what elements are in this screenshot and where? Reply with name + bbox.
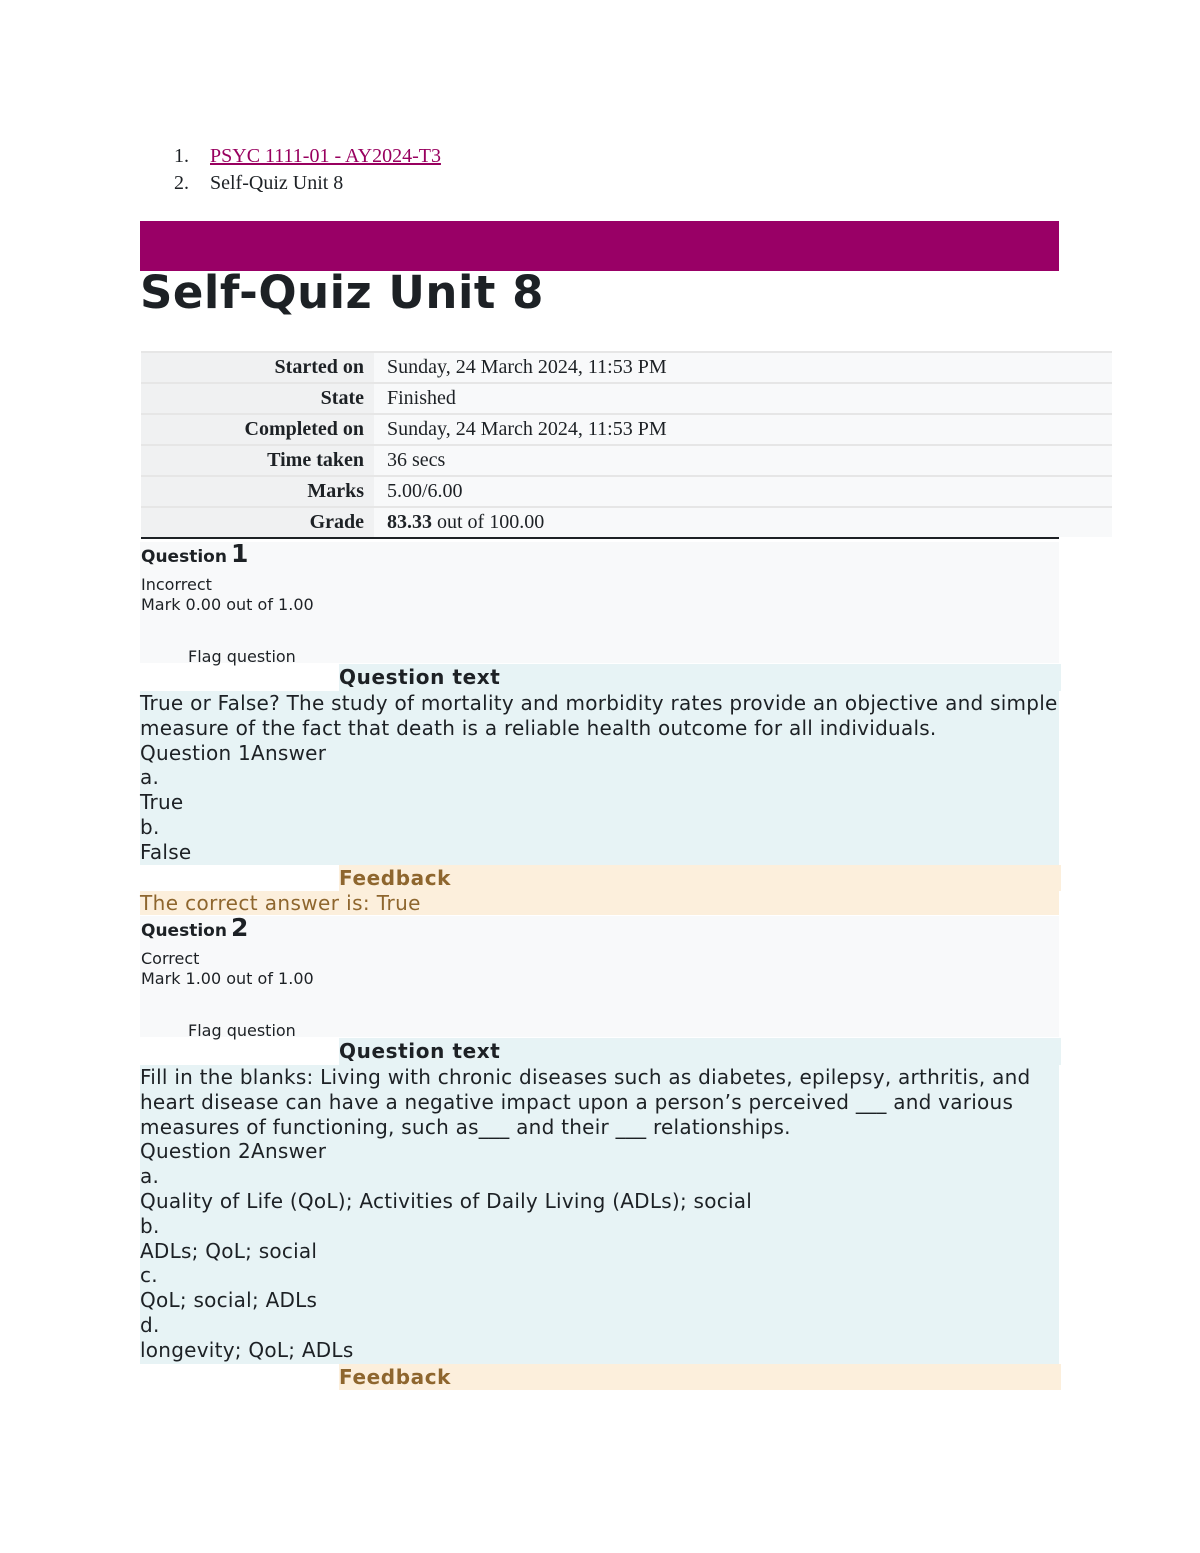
breadcrumb-number: 2.	[174, 172, 189, 194]
summary-row-state	[141, 384, 1112, 415]
question-number	[141, 913, 249, 942]
answer-option[interactable]: False	[140, 839, 192, 864]
summary-value: 36 secs	[387, 449, 446, 471]
question-number-value: 2	[230, 913, 249, 942]
summary-divider	[141, 537, 1059, 539]
question-text: True or False? The study of mortality and morbidity rates provide an objective and simple measure of the fact that death is a reliable health outcome for all individuals.	[140, 691, 1058, 740]
summary-label: Marks	[141, 477, 374, 506]
summary-row-grade	[141, 508, 1112, 537]
summary-row-completed	[141, 415, 1112, 446]
summary-label: Completed on	[141, 415, 374, 444]
breadcrumb-item	[174, 143, 441, 170]
answer-option[interactable]: True	[140, 790, 184, 815]
attempt-summary-table	[141, 351, 1112, 537]
header-banner	[140, 221, 1059, 271]
flag-question-link[interactable]: Flag question	[188, 1021, 296, 1040]
question-text: Fill in the blanks: Living with chronic diseases such as diabetes, epilepsy, arthritis, and heart disease can have a negative impact upon a person’s perceived ___ and various measures of functioning, such as___ and their ___ relationships.	[140, 1065, 1031, 1139]
option-letter: a.	[140, 1164, 160, 1189]
feedback-heading: Feedback	[339, 865, 1061, 891]
question-text-heading: Question text	[339, 664, 1061, 691]
option-letter: d.	[140, 1312, 160, 1337]
answer-heading: Question 1Answer	[140, 740, 327, 765]
breadcrumb-item	[174, 170, 441, 197]
summary-value: Sunday, 24 March 2024, 11:53 PM	[387, 418, 667, 440]
feedback-heading: Feedback	[339, 1364, 1061, 1390]
answer-option[interactable]: ADLs; QoL; social	[140, 1238, 318, 1263]
question-info	[140, 539, 1059, 666]
summary-row-marks	[141, 477, 1112, 508]
breadcrumb-current: Self-Quiz Unit 8	[210, 172, 344, 194]
question-label: Question	[141, 547, 227, 567]
option-letter: c.	[140, 1263, 158, 1288]
question-info	[140, 913, 1059, 1040]
question-content	[140, 1065, 1059, 1364]
grade-value: 83.33	[387, 511, 432, 533]
summary-label: Started on	[141, 353, 374, 382]
question-label: Question	[141, 921, 227, 941]
option-letter: b.	[140, 1213, 160, 1238]
feedback-text: The correct answer is: True	[140, 891, 1059, 915]
flag-question-link[interactable]: Flag question	[188, 647, 296, 666]
summary-row-time-taken	[141, 446, 1112, 477]
option-letter: a.	[140, 765, 160, 790]
question-text-heading: Question text	[339, 1038, 1061, 1065]
summary-label: Time taken	[141, 446, 374, 475]
summary-value: 5.00/6.00	[387, 480, 463, 502]
question-state: Incorrect	[141, 575, 212, 594]
question-mark: Mark 1.00 out of 1.00	[141, 969, 314, 988]
summary-value	[374, 508, 544, 537]
summary-label: State	[141, 384, 374, 413]
page-title: Self-Quiz Unit 8	[140, 266, 544, 319]
summary-value: Sunday, 24 March 2024, 11:53 PM	[387, 356, 667, 378]
answer-option[interactable]: QoL; social; ADLs	[140, 1288, 318, 1313]
breadcrumb	[174, 143, 441, 197]
breadcrumb-number: 1.	[174, 145, 189, 167]
summary-row-started	[141, 353, 1112, 384]
question-state: Correct	[141, 949, 200, 968]
grade-suffix: out of 100.00	[432, 511, 545, 533]
answer-option[interactable]: Quality of Life (QoL); Activities of Daily Living (ADLs); social	[140, 1188, 753, 1213]
answer-option[interactable]: longevity; QoL; ADLs	[140, 1337, 354, 1362]
answer-heading: Question 2Answer	[140, 1139, 327, 1164]
question-mark: Mark 0.00 out of 1.00	[141, 595, 314, 614]
summary-value: Finished	[387, 387, 456, 409]
breadcrumb-link-course[interactable]: PSYC 1111-01 - AY2024-T3	[210, 145, 441, 167]
question-number	[141, 539, 249, 568]
question-number-value: 1	[230, 539, 249, 568]
summary-label: Grade	[141, 508, 374, 537]
option-letter: b.	[140, 814, 160, 839]
question-content	[140, 691, 1059, 865]
